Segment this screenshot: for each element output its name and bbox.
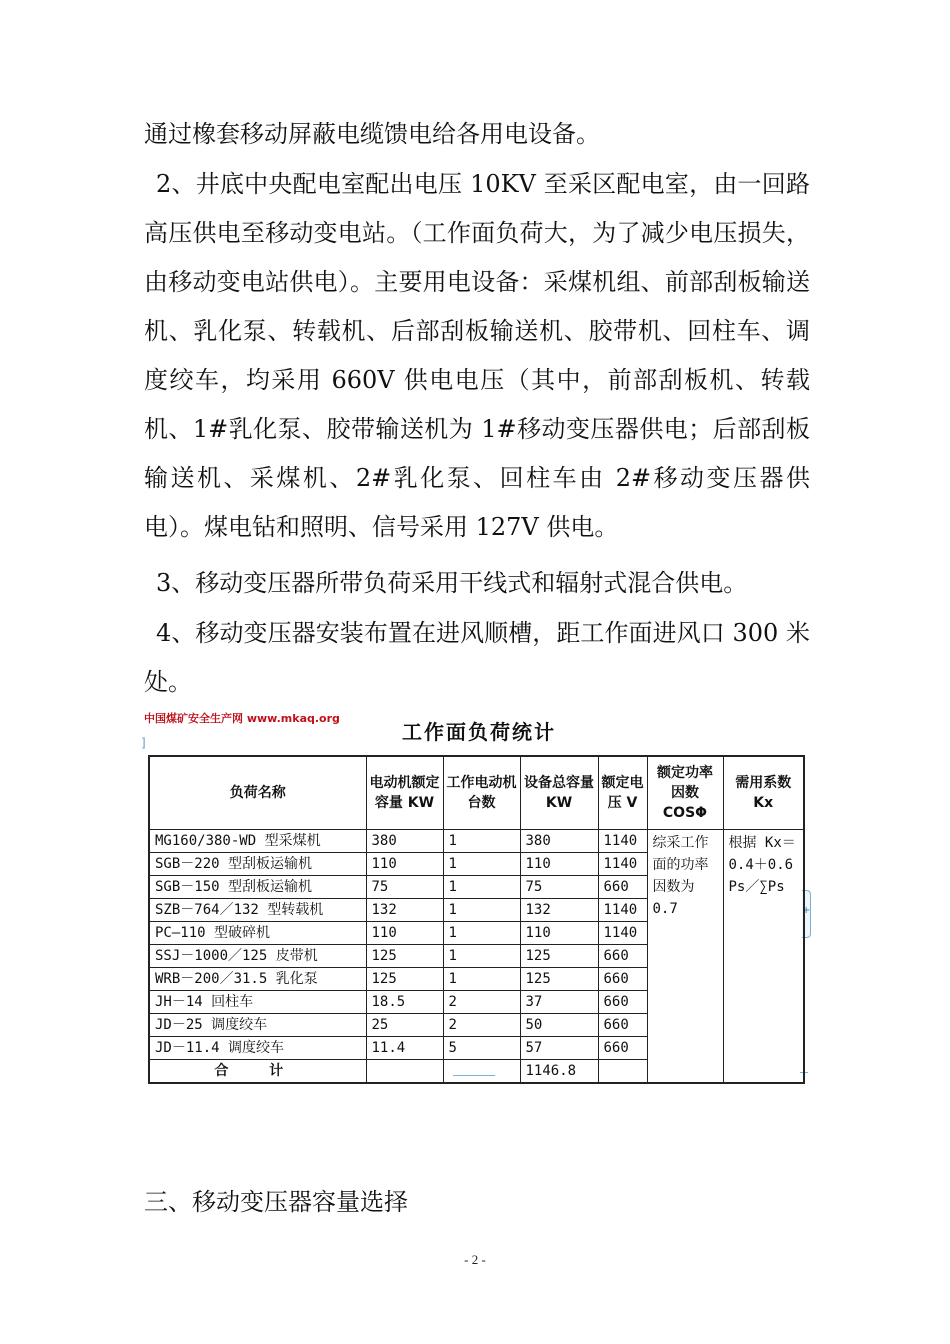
header-motor-count: 工作电动机台数 <box>443 756 520 830</box>
cell-voltage: 660 <box>598 968 647 991</box>
cell-rated-kw: 132 <box>366 899 443 922</box>
cell-count: 1 <box>443 922 520 945</box>
cell-rated-kw: 18.5 <box>366 991 443 1014</box>
cell-name: PC—110 型破碎机 <box>149 922 366 945</box>
cell-total-kw: 57 <box>520 1037 598 1060</box>
cell-rated-kw: 380 <box>366 830 443 853</box>
cell-total-kw: 110 <box>520 853 598 876</box>
expand-icon: + <box>802 905 811 916</box>
cell-total-kw: 37 <box>520 991 598 1014</box>
cell-rated-kw: 25 <box>366 1014 443 1037</box>
paragraph-3: 3、移动变压器所带负荷采用干线式和辐射式混合供电。 <box>156 569 748 597</box>
cell-name: JD－11.4 调度绞车 <box>149 1037 366 1060</box>
watermark <box>144 710 340 726</box>
cell-count: 1 <box>443 876 520 899</box>
cell-power-factor-note: 综采工作面的功率因数为 0.7 <box>647 830 723 1084</box>
total-label: 合 计 <box>149 1060 366 1084</box>
cell-total-kw: 132 <box>520 899 598 922</box>
cell-count: 2 <box>443 1014 520 1037</box>
cell-voltage: 660 <box>598 945 647 968</box>
cell-count: 1 <box>443 853 520 876</box>
left-bracket-mark: ] <box>141 736 146 750</box>
cell-count: 2 <box>443 991 520 1014</box>
cell-demand-note: 根据 Kx＝0.4＋0.6Ps／∑Ps <box>723 830 804 1084</box>
cell-rated-kw: 110 <box>366 922 443 945</box>
cell-count: 5 <box>443 1037 520 1060</box>
cell-rated-kw: 11.4 <box>366 1037 443 1060</box>
cell-total-kw: 380 <box>520 830 598 853</box>
cell-rated-kw: 110 <box>366 853 443 876</box>
cell-name: SGB－150 型刮板运输机 <box>149 876 366 899</box>
header-total-capacity: 设备总容量 KW <box>520 756 598 830</box>
cell-voltage: 660 <box>598 991 647 1014</box>
total-value: 1146.8 <box>520 1060 598 1084</box>
header-rated-voltage: 额定电压 V <box>598 756 647 830</box>
table-header-row <box>149 756 804 830</box>
cell-name: MG160/380-WD 型采煤机 <box>149 830 366 853</box>
cell-count: 1 <box>443 968 520 991</box>
cell-rated-kw: 125 <box>366 968 443 991</box>
cell-count: 1 <box>443 899 520 922</box>
page-number: - 2 - <box>464 1252 486 1267</box>
table-title: 工作面负荷统计 <box>402 720 556 744</box>
watermark-site: 中国煤矿安全生产网 <box>144 712 243 725</box>
watermark-url: www.mkaq.org <box>246 712 340 725</box>
cell-count: 1 <box>443 830 520 853</box>
total-empty-cell <box>598 1060 647 1084</box>
paragraph-1: 通过橡套移动屏蔽电缆馈电给各用电设备。 <box>144 120 600 148</box>
cell-name: SSJ－1000／125 皮带机 <box>149 945 366 968</box>
total-empty-cell <box>366 1060 443 1084</box>
header-rated-capacity: 电动机额定容量 KW <box>366 756 443 830</box>
cell-name: SZB－764／132 型转载机 <box>149 899 366 922</box>
cell-total-kw: 110 <box>520 922 598 945</box>
cell-voltage: 1140 <box>598 853 647 876</box>
cell-total-kw: 125 <box>520 945 598 968</box>
total-empty-cell <box>443 1060 520 1084</box>
cell-name: JH－14 回柱车 <box>149 991 366 1014</box>
cell-total-kw: 125 <box>520 968 598 991</box>
paragraph-2: 2、井底中央配电室配出电压 10KV 至采区配电室，由一回路高压供电至移动变电站。（工作面负荷大，为了减少电压损失，由移动变电站供电）。主要用电设备：采煤机组、前部刮板输送机、乳化泵、转载机、后部刮板输送机、胶带机、回柱车、调度绞车，均采用 660V 供电电压（其中，前部刮板机、转载机、1#乳化泵、胶带输送机为 1#移动变压器供电；后部刮板输送机、采煤机、2#乳化泵、回柱车由 2#移动变压器供电）。煤电钻和照明、信号采用 127V 供电。 <box>144 170 810 541</box>
table-row <box>149 830 804 853</box>
cell-name: JD－25 调度绞车 <box>149 1014 366 1037</box>
load-statistics-figure <box>140 700 812 1085</box>
cell-total-kw: 50 <box>520 1014 598 1037</box>
cell-rated-kw: 125 <box>366 945 443 968</box>
cell-count: 1 <box>443 945 520 968</box>
cell-voltage: 660 <box>598 1014 647 1037</box>
cell-name: SGB－220 型刮板运输机 <box>149 853 366 876</box>
cell-total-kw: 75 <box>520 876 598 899</box>
section-heading: 三、移动变压器容量选择 <box>144 1188 408 1216</box>
cell-voltage: 660 <box>598 876 647 899</box>
header-demand-coefficient: 需用系数 Kx <box>723 756 804 830</box>
cell-name: WRB－200／31.5 乳化泵 <box>149 968 366 991</box>
cell-voltage: 1140 <box>598 830 647 853</box>
load-table <box>148 755 805 1084</box>
cell-voltage: 1140 <box>598 899 647 922</box>
cell-rated-kw: 75 <box>366 876 443 899</box>
cell-voltage: 1140 <box>598 922 647 945</box>
header-load-name: 负荷名称 <box>149 756 366 830</box>
header-power-factor: 额定功率因数 COSΦ <box>647 756 723 830</box>
paragraph-4: 4、移动变压器安装布置在进风顺槽，距工作面进风口 300 米处。 <box>144 619 810 696</box>
cell-voltage: 660 <box>598 1037 647 1060</box>
